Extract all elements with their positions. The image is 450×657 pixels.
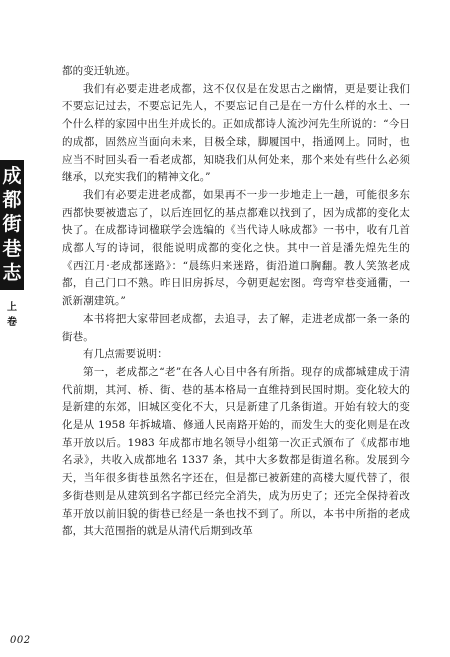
book-title-banner	[0, 160, 24, 290]
paragraph: 我们有必要走进老成都，如果再不一步一步地走上一趟，可能很多东西都快要被遗忘了，以后连回忆的基点都难以找到了，因为成都的变化太快了。在成都诗词楹联学会选编的《当代诗人咏成都》一书中，收有几首成都人写的诗词，很能说明成都的变化之快。其中一首是潘先煌先生的《西江月·老成都迷路》：“晨练归来迷路，街沿道口胸翻。教人笑煞老成都，自己门口不熟。昨日旧房拆尽，今朝更起宏图。弯弯窄巷变通衢，一派新潮建筑。”	[62, 188, 410, 308]
book-title-char: 巷	[2, 237, 22, 260]
book-title-char: 都	[2, 189, 22, 212]
volume-char: 上	[7, 302, 17, 313]
page-number: 002	[10, 635, 31, 646]
book-title-char: 成	[2, 164, 22, 187]
volume-char: 卷	[7, 317, 17, 328]
paragraph: 第一，老成都之“老”在各人心目中各有所指。现存的成都城建成于清代前期，其河、桥、街、巷的基本格局一直维持到民国时期。变化较大的是新建的东郊，旧城区变化不大，只是新建了几条街道。开始有较大的变化是从 1958 年拆城墙、修通人民南路开始的，而发生大的变化则是在改革开放以后。1983 年成都市地名领导小组第一次正式颁布了《成都市地名录》，共收入成都地名 1337 条，其中大多数都是街道名称。发展到今天，当年很多街巷虽然名字还在，但是都已被新建的高楼大厦代替了，很多街巷则是从建筑到名字都已经完全消失，成为历史了；还完全保持着改革开放以前旧貌的街巷已经是一条也找不到了。所以，本书中所指的老成都，其大范围指的就是从清代后期到改革	[62, 365, 410, 538]
body-text	[62, 63, 410, 541]
paragraph: 有几点需要说明：	[83, 348, 168, 361]
book-title-char: 志	[2, 262, 22, 285]
book-title-char: 街	[2, 213, 22, 236]
paragraph: 都的变迁轨迹。	[62, 65, 137, 77]
volume-label	[5, 300, 19, 330]
paragraph: 本书将把大家带回老成都，去追寻，去了解，走进老成都一条一条的街巷。	[62, 312, 410, 343]
paragraph: 我们有必要走进老成都，这不仅仅是在发思古之幽情，更是要让我们不要忘记过去，不要忘记先人，不要忘记自己是在一方什么样的水土、一个什么样的家园中出生并成长的。正如成都诗人流沙河先生所说的：“今日的成都，固然应当面向未来，目极全球，脚履国中，指通网上。同时，也应当不时回头看一看老成都，知晓我们从何处来，那个来处有些什么必须继承，以充实我们的精神文化。”	[62, 82, 410, 184]
